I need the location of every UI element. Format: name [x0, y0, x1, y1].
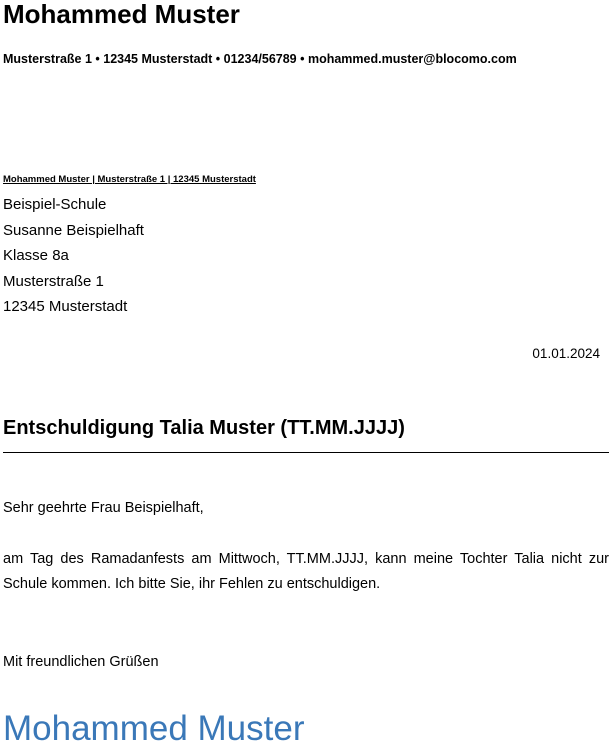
letter-subject: Entschuldigung Talia Muster (TT.MM.JJJJ) — [3, 417, 405, 439]
recipient-address — [3, 192, 144, 320]
return-address-line: Mohammed Muster | Musterstraße 1 | 12345 Musterstadt — [3, 174, 256, 185]
recipient-line-school: Beispiel-Schule — [3, 196, 107, 213]
recipient-line-street: Musterstraße 1 — [3, 272, 104, 290]
recipient-line-name: Susanne Beispielhaft — [3, 221, 144, 239]
sender-name: Mohammed Muster — [3, 0, 240, 29]
subject-divider — [3, 452, 609, 453]
signature: Mohammed Muster — [3, 709, 305, 748]
closing-phrase: Mit freundlichen Grüßen — [3, 654, 159, 670]
letter-body: am Tag des Ramadanfests am Mittwoch, TT.MM.JJJJ, kann meine Tochter Talia nicht zur Schule kommen. Ich bitte Sie, ihr Fehlen zu entschuldigen. — [3, 551, 609, 592]
recipient-line-city: 12345 Musterstadt — [3, 298, 128, 315]
recipient-line-class: Klasse 8a — [3, 247, 69, 264]
sender-contact-line: Musterstraße 1 • 12345 Musterstadt • 01234/56789 • mohammed.muster@blocomo.com — [3, 52, 517, 66]
letter-date: 01.01.2024 — [532, 346, 600, 361]
salutation: Sehr geehrte Frau Beispielhaft, — [3, 500, 204, 516]
